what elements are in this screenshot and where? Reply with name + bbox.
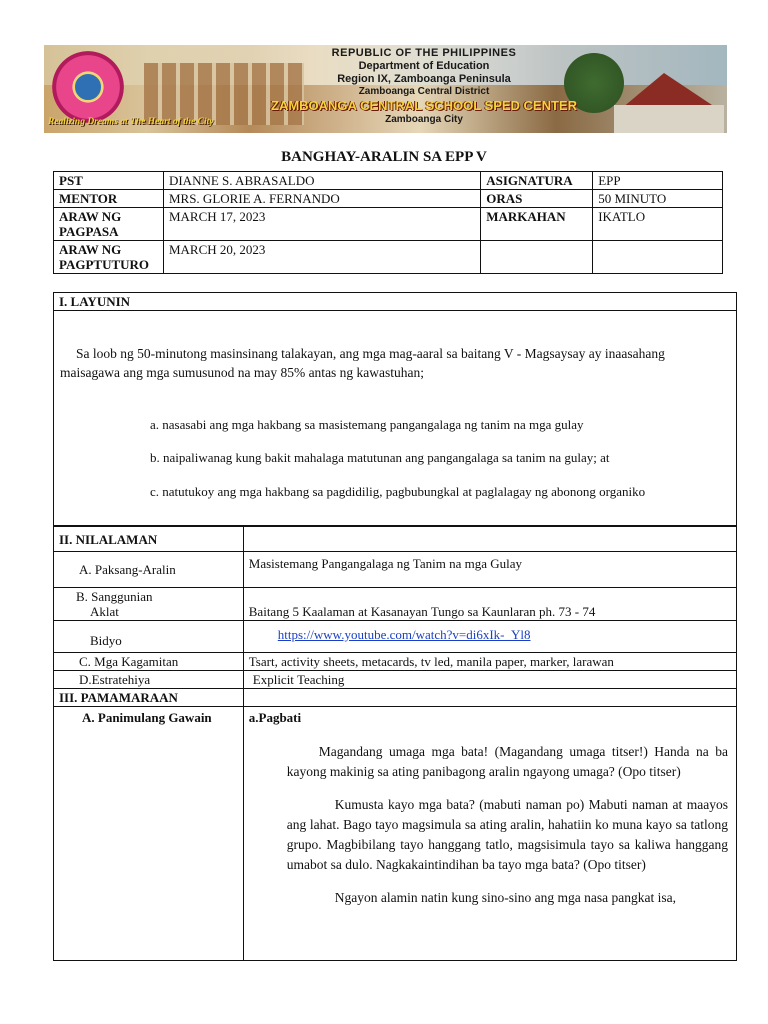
- kagamitan-label: C. Mga Kagamitan: [54, 653, 244, 671]
- banner-school-name: ZAMBOANGA CENTRAL SCHOOL SPED CENTER: [271, 98, 577, 113]
- layunin-table: [53, 292, 737, 526]
- banner-deped: Department of Education: [358, 60, 490, 72]
- estratehiya-value: Explicit Teaching: [243, 671, 736, 689]
- pagbati-heading: a.Pagbati: [248, 710, 302, 725]
- empty-cell: [481, 241, 593, 274]
- panimula-label: A. Panimulang Gawain: [54, 707, 244, 961]
- pst-value: DIANNE S. ABRASALDO: [163, 172, 480, 190]
- school-seal-logo: [52, 51, 124, 123]
- empty-cell: [243, 527, 736, 552]
- banner-district: Zamboanga Central District: [358, 86, 490, 97]
- bidyo-link[interactable]: https://www.youtube.com/watch?v=di6xIk-_Yl8: [277, 627, 531, 642]
- mentor-label: MENTOR: [54, 190, 164, 208]
- layunin-body: [54, 311, 737, 526]
- layunin-intro: Sa loob ng 50-minutong masinsinang talakayan, ang mga mag-aaral sa baitang V - Magsaysay ay inaasahang maisagawa ang mga sumusunod na may 85% antas ng kawastuhan;: [60, 346, 665, 380]
- info-table: [53, 171, 723, 274]
- objective-b: b. naipaliwanag kung bakit mahalaga matutunan ang pangangalaga sa tanim na gulay; at: [150, 450, 610, 465]
- banner-republic: REPUBLIC OF THE PHILIPPINES: [331, 47, 517, 59]
- nilalaman-table: [53, 526, 737, 961]
- empty-cell: [243, 689, 736, 707]
- aklat-value: Baitang 5 Kaalaman at Kasanayan Tungo sa Kaunlaran ph. 73 - 74: [243, 588, 736, 621]
- panimula-content: [243, 707, 736, 961]
- pagbati-paragraph-3: Ngayon alamin natin kung sino-sino ang mga nasa pangkat isa,: [334, 890, 676, 905]
- empty-cell: [593, 241, 723, 274]
- school-banner: [44, 45, 727, 133]
- banner-region: Region IX, Zamboanga Peninsula: [337, 73, 511, 85]
- nilalaman-heading: II. NILALAMAN: [54, 527, 244, 552]
- estratehiya-label: D.Estratehiya: [54, 671, 244, 689]
- bidyo-label: Bidyo: [54, 621, 244, 653]
- asignatura-value: EPP: [593, 172, 723, 190]
- objective-c: c. natutukoy ang mga hakbang sa pagdidilig, pagbubungkal at paglalagay ng abonong organiko: [150, 484, 646, 499]
- oras-label: ORAS: [481, 190, 593, 208]
- pagtuturo-value: MARCH 20, 2023: [163, 241, 480, 274]
- asignatura-label: ASIGNATURA: [481, 172, 593, 190]
- oras-value: 50 MINUTO: [593, 190, 723, 208]
- banner-city: Zamboanga City: [385, 114, 463, 125]
- document-title: BANGHAY-ARALIN SA EPP V: [281, 149, 487, 165]
- paksa-value: Masistemang Pangangalaga ng Tanim na mga Gulay: [243, 552, 736, 588]
- markahan-value: IKATLO: [593, 208, 723, 241]
- objective-a: a. nasasabi ang mga hakbang sa masistemang pangangalaga ng tanim na mga gulay: [150, 417, 584, 432]
- pagbati-paragraph-2: Kumusta kayo mga bata? (mabuti naman po) Mabuti naman at maayos ang lahat. Bago tayo magsimula sa ating aralin, hahatiin ko muna kayo sa tatlong grupo. Magbibilang tayo hanggang tatlo, magsisimula tayo sa kaliwa hanggang umabot sa dulo. Nagkakaintindihan ba tayo mga bata? (Opo titser): [286, 797, 728, 872]
- bidyo-cell: [243, 621, 736, 653]
- mentor-value: MRS. GLORIE A. FERNANDO: [163, 190, 480, 208]
- markahan-label: MARKAHAN: [481, 208, 593, 241]
- kagamitan-value: Tsart, activity sheets, metacards, tv led, manila paper, marker, larawan: [243, 653, 736, 671]
- aklat-label: Aklat: [90, 604, 119, 619]
- pagbati-paragraph-1: Magandang umaga mga bata! (Magandang umaga titser!) Handa na ba kayong makinig sa ating panibagong aralin ngayong umaga? (Opo titser): [286, 744, 728, 779]
- paksa-label: A. Paksang-Aralin: [54, 552, 244, 588]
- pamamaraan-heading: III. PAMAMARAAN: [54, 689, 244, 707]
- pagtuturo-label: ARAW NG PAGPTUTURO: [54, 241, 164, 274]
- sanggunian-label: [54, 588, 244, 621]
- sanggunian-heading: B. Sanggunian: [76, 589, 153, 604]
- pst-label: PST: [54, 172, 164, 190]
- layunin-heading: I. LAYUNIN: [54, 293, 737, 311]
- pagpasa-value: MARCH 17, 2023: [163, 208, 480, 241]
- banner-slogan: Realizing Dreams at The Heart of the City: [48, 117, 214, 127]
- pagpasa-label: ARAW NG PAGPASA: [54, 208, 164, 241]
